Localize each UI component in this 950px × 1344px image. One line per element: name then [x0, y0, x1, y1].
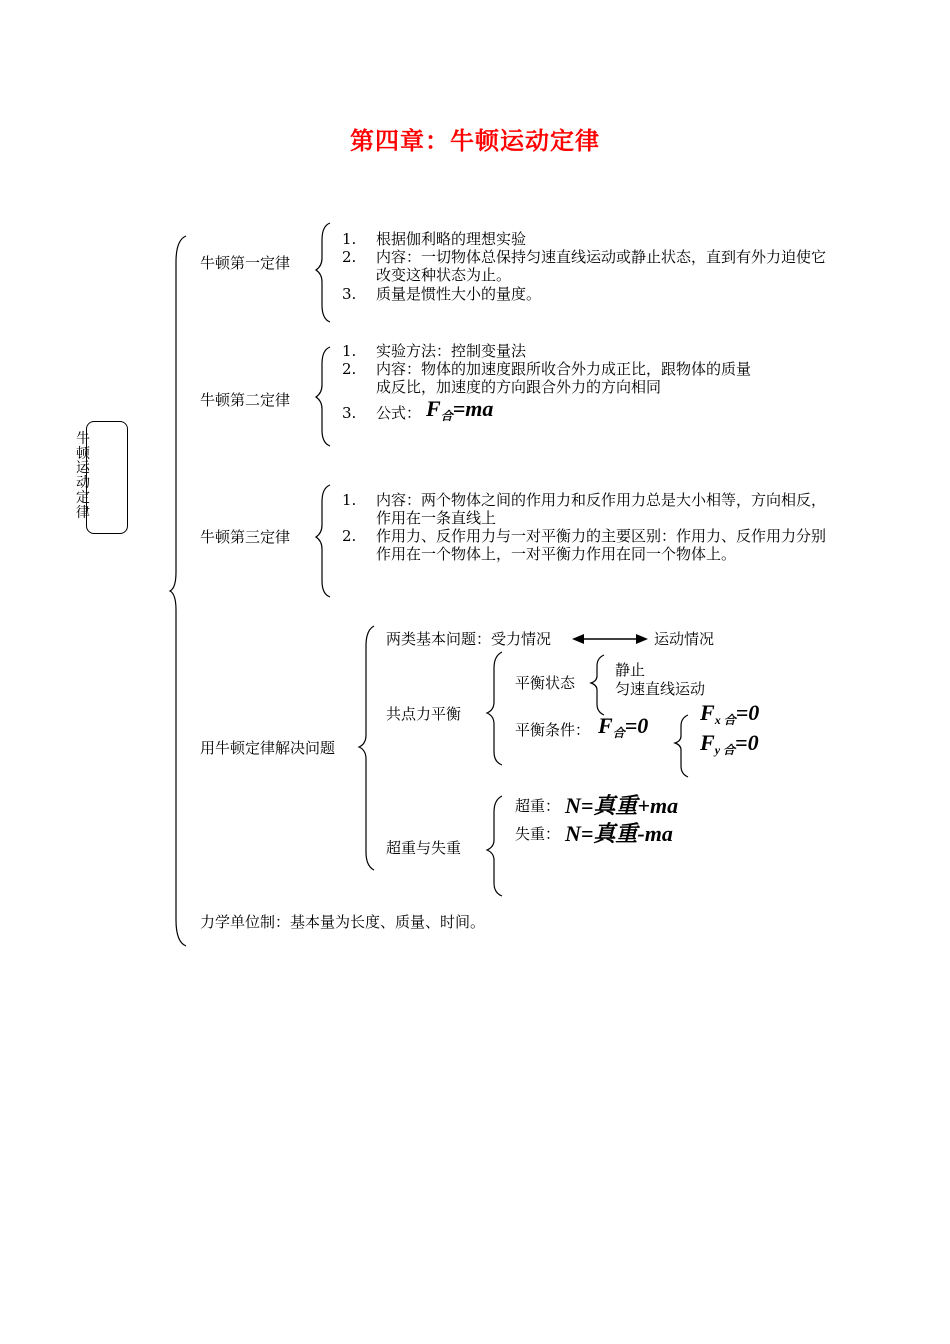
equilibrium-label: 共点力平衡: [386, 705, 462, 723]
law3-item1-num: 1.: [342, 491, 357, 509]
equilibrium-formula: $F_合=0$: [598, 713, 649, 740]
law1-item1-text: 根据伽利略的理想实验: [376, 230, 527, 248]
law3-label: 牛顿第三定律: [200, 528, 291, 546]
problems-bracket: [359, 626, 374, 870]
overweight-formula: N=真重+ma: [565, 793, 679, 818]
component-x-formula: $F_{x 合}=0$: [700, 700, 760, 727]
law1-item3-num: 3.: [342, 285, 357, 303]
root-label: 牛顿运动定律: [76, 431, 90, 521]
law1-item2-num: 2.: [342, 248, 357, 266]
law2-item2-line2: 成反比，加速度的方向跟合外力的方向相同: [376, 378, 662, 396]
problems-label: 用牛顿定律解决问题: [200, 739, 336, 757]
law1-item2-line1: 内容：一切物体总保持匀速直线运动或静止状态，直到有外力迫使它: [376, 248, 827, 266]
equilibrium-state-label: 平衡状态: [515, 674, 576, 692]
state-option-uniform: 匀速直线运动: [615, 680, 706, 698]
law2-item1-num: 1.: [342, 342, 357, 360]
root-bracket: [170, 236, 186, 946]
weight-bracket: [487, 796, 502, 896]
weight-label: 超重与失重: [386, 839, 462, 857]
component-y-formula: $F_{y 合}=0$: [700, 730, 759, 757]
law2-item1-text: 实验方法：控制变量法: [376, 342, 527, 360]
basic-problems-target: 运动情况: [654, 630, 715, 648]
law2-item3-num: 3.: [342, 404, 357, 422]
law1-item2-line2: 改变这种状态为止。: [376, 266, 512, 284]
weightless-label: 失重：: [515, 825, 561, 843]
law2-item3-prefix: 公式：: [376, 404, 422, 422]
law3-bracket: [316, 485, 330, 597]
equilibrium-bracket: [487, 652, 502, 765]
equilibrium-condition-label: 平衡条件：: [515, 721, 591, 739]
law2-item2-line1: 内容：物体的加速度跟所收合外力成正比，跟物体的质量: [376, 360, 752, 378]
law1-label: 牛顿第一定律: [200, 254, 291, 272]
law1-item3-text: 质量是惯性大小的量度。: [376, 285, 542, 303]
law2-formula: $F_合=ma$: [426, 396, 494, 423]
law3-item1-line2: 作用在一条直线上: [376, 509, 497, 527]
basic-problems-text: 两类基本问题：受力情况: [386, 630, 552, 648]
law2-item2-num: 2.: [342, 360, 357, 378]
state-bracket: [591, 655, 604, 715]
law3-item2-num: 2.: [342, 527, 357, 545]
state-option-static: 静止: [615, 661, 646, 679]
law3-item2-line1: 作用力、反作用力与一对平衡力的主要区别：作用力、反作用力分别: [376, 527, 827, 545]
law2-bracket: [316, 347, 330, 446]
overweight-label: 超重：: [515, 797, 561, 815]
law3-item2-line2: 作用在一个物体上，一对平衡力作用在同一个物体上。: [376, 545, 737, 563]
units-text: 力学单位制：基本量为长度、质量、时间。: [200, 913, 486, 931]
page-title: 第四章：牛顿运动定律: [350, 126, 600, 155]
law1-item1-num: 1.: [342, 230, 357, 248]
law2-label: 牛顿第二定律: [200, 391, 291, 409]
law1-bracket: [316, 223, 330, 322]
law3-item1-line1: 内容：两个物体之间的作用力和反作用力总是大小相等，方向相反，: [376, 491, 827, 509]
double-arrow-icon: [572, 634, 648, 644]
components-bracket: [675, 715, 688, 777]
weightless-formula: N=真重-ma: [565, 821, 673, 846]
